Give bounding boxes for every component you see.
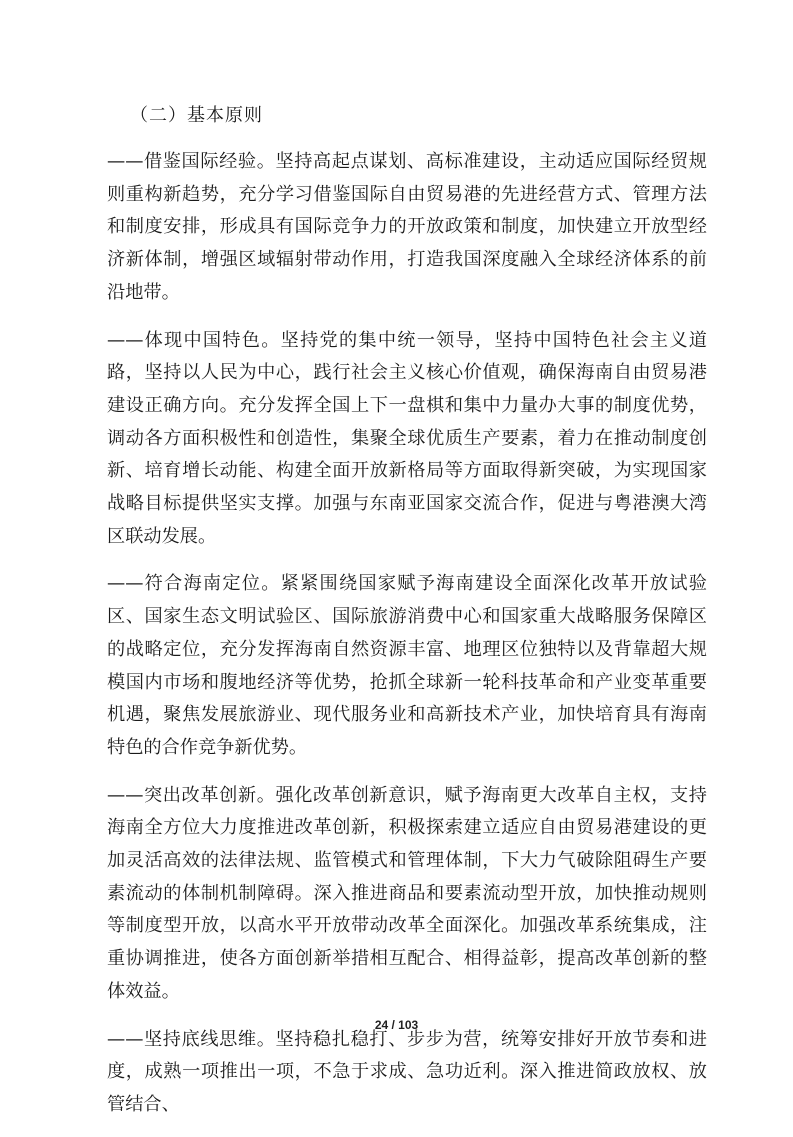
section-heading: （二）基本原则 — [130, 105, 263, 126]
paragraph-reform-innovation: ——突出改革创新。强化改革创新意识，赋予海南更大改革自主权，支持海南全方位大力度推进改革创新，积极探索建立适应自由贸易港建设的更加灵活高效的法律法规、监管模式和管理体制，下大力气破除阻碍生产要素流动的体制机制障碍。深入推进商品和要素流动型开放，加快推动规则等制度型开放，以高水平开放带动改革全面深化。加强改革系统集成，注重协调推进，使各方面创新举措相互配合、相得益彰，提高改革创新的整体效益。 — [107, 784, 707, 1002]
page-content — [107, 100, 707, 1137]
paragraph-international-experience: ——借鉴国际经验。坚持高起点谋划、高标准建设，主动适应国际经贸规则重构新趋势，充分学习借鉴国际自由贸易港的先进经营方式、管理方法和制度安排，形成具有国际竞争力的开放政策和制度，加快建立开放型经济新体制，增强区域辐射带动作用，打造我国深度融入全球经济体系的前沿地带。 — [107, 151, 707, 303]
paragraph-bottom-line-thinking: ——坚持底线思维。坚持稳扎稳打、步步为营，统筹安排好开放节奏和进度，成熟一项推出一项，不急于求成、急功近利。深入推进简政放权、放管结合、 — [107, 1028, 707, 1115]
page-number: 24 / 103 — [374, 1018, 419, 1032]
paragraph-chinese-characteristics: ——体现中国特色。坚持党的集中统一领导，坚持中国特色社会主义道路，坚持以人民为中心，践行社会主义核心价值观，确保海南自由贸易港建设正确方向。充分发挥全国上下一盘棋和集中力量办大事的制度优势，调动各方面积极性和创造性，集聚全球优质生产要素，着力在推动制度创新、培育增长动能、构建全面开放新格局等方面取得新突破，为实现国家战略目标提供坚实支撑。加强与东南亚国家交流合作，促进与粤港澳大湾区联动发展。 — [107, 329, 707, 547]
paragraph-hainan-positioning: ——符合海南定位。紧紧围绕国家赋予海南建设全面深化改革开放试验区、国家生态文明试验区、国际旅游消费中心和国家重大战略服务保障区的战略定位，充分发挥海南自然资源丰富、地理区位独特以及背靠超大规模国内市场和腹地经济等优势，抢抓全球新一轮科技革命和产业变革重要机遇，聚焦发展旅游业、现代服务业和高新技术产业，加快培育具有海南特色的合作竞争新优势。 — [107, 573, 707, 758]
